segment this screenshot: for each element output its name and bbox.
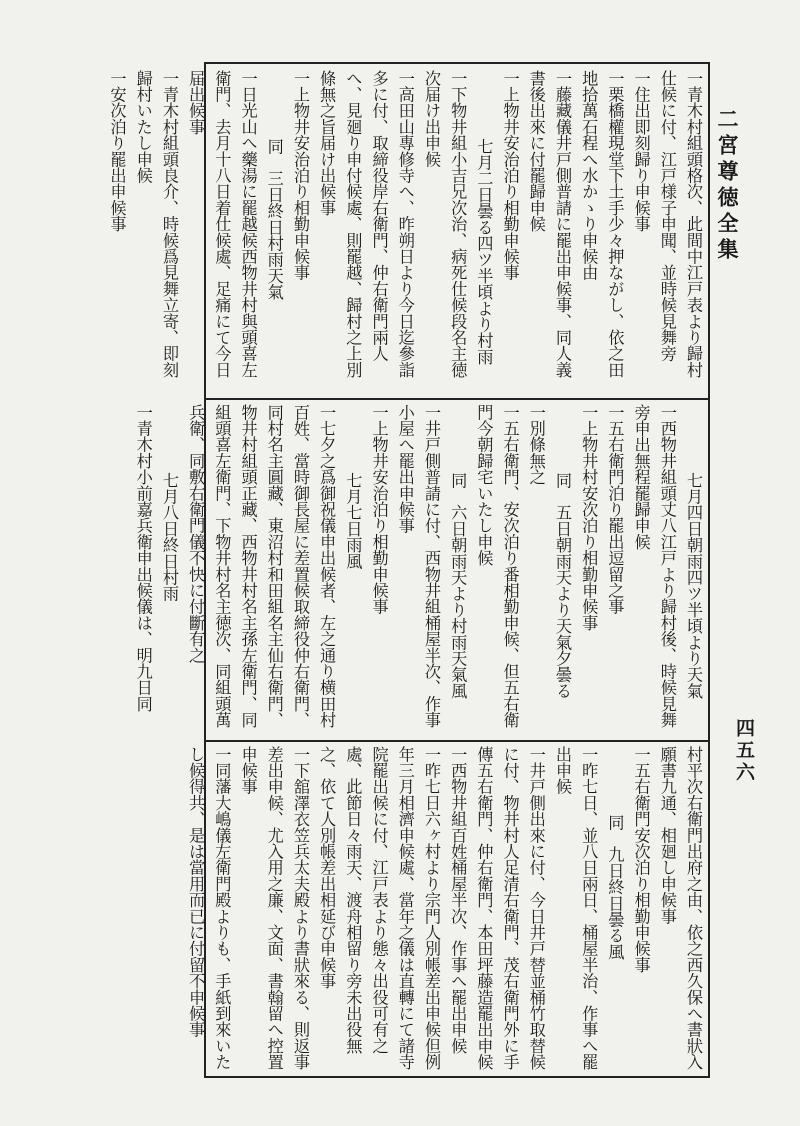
book-title: 二宮尊徳全集 xyxy=(715,108,740,264)
diary-entry: 一 下舘澤衣笠兵太夫殿より書狀來る、則返事差出申候、尤入用之廉、文面、書翰留へ控置申候事 xyxy=(234,746,313,1074)
date-line: 七月二日曇る四ツ半頃より村雨 xyxy=(474,138,494,365)
section-divider-2 xyxy=(206,740,708,742)
date-line: 同 九日終日曇る風 xyxy=(605,814,625,960)
page-number: 四五六 xyxy=(733,718,755,784)
diary-entry: 一 五右衛門安次泊り相勤申候事 xyxy=(627,746,653,1074)
diary-entry: 一 昨七日、並八日兩日、桶屋半治、作事へ罷出申候 xyxy=(549,746,601,1074)
date-line: 七月八日終日村雨 xyxy=(159,472,179,602)
diary-entry: 一 下物井組小吉兄次治、病死仕候段名主徳次届け出申候 xyxy=(418,70,470,392)
diary-entry: 一 高田山專修寺へ、昨朔日より今日迄參詣多に付、取締役岸右衛門、仲右衛門兩人へ、見廻り申付候處、則罷越、歸村之上別條無之旨届け出候事 xyxy=(313,70,418,392)
diary-entry: 一 安次泊り罷出申候事 xyxy=(103,70,129,392)
middle-section xyxy=(133,404,706,734)
top-section-text xyxy=(107,70,706,392)
section-divider-1 xyxy=(206,398,708,400)
date-line: 同 五日朝雨天より天氣夕曇る xyxy=(552,472,572,699)
diary-entry: 一 井戸側普請に付、西物井組桶屋半次、作事小屋へ罷出申候事 xyxy=(392,404,444,734)
diary-entry: 一 藤藏儀井戸側普請に罷出申候事、同人義書後出來に付罷歸申候 xyxy=(523,70,575,392)
diary-entry: 一 五右衛門泊り罷出逗留之事 xyxy=(601,404,627,734)
date-line: 同 三日終日村雨天氣 xyxy=(264,138,284,301)
middle-section-text xyxy=(133,404,706,734)
diary-entry: 一 西物井組百姓桶屋半次、作事へ罷出申候 xyxy=(444,746,470,1074)
text-frame xyxy=(107,62,710,1078)
diary-entry: 一 上物井安治泊り相勤申候事 xyxy=(365,404,391,734)
diary-entry: 一 上物井安治泊り相勤申候事 xyxy=(496,70,522,392)
bottom-section-text xyxy=(186,746,706,1074)
diary-entry: 一 住出即刻歸り申候事 xyxy=(627,70,653,392)
date-line: 七月七日雨風 xyxy=(343,472,363,570)
date-line: 同 六日朝雨天より村雨天氣風 xyxy=(448,472,468,699)
diary-entry: 一 上物井村安次泊り相勤申候事 xyxy=(575,404,601,734)
diary-entry: 一 昨七日六ヶ村より宗門人別帳差出申候但例年三月相濟申候處、當年之儀は直轉にて諸寺院罷出候に付、江戸表より態々出役可有之處、此節日々雨天、渡舟相留り旁未出役無之、依て人別帳差出相延び申候事 xyxy=(313,746,444,1074)
diary-entry: 一 日光山へ藥湯に罷越候西物井村與頭喜左衛門、去月十八日着仕候處、足痛にて今日届出候事 xyxy=(182,70,261,392)
diary-entry: 一 西物井組頭丈八江戸より歸村後、時候見舞旁申出無程罷歸申候 xyxy=(627,404,679,734)
diary-entry: 一 井戸側出來に付、今日井戸替並桶竹取替候に付、物井村人足清右衛門、茂右衛門外に手傳五右衛門、仲右衛門、本田坪藤造罷出申候 xyxy=(470,746,549,1074)
diary-entry: 一 七夕之爲御祝儀申出候者、左之通り横田村百姓、當時御長屋に差置候取締役仲右衛門、同村名主圓藏、東沼村和田組名主仙右衛門、物井村組頭正藏、西物井村名主孫左衛門、同組頭喜左衛門、下物井村名主徳次、同組頭萬兵衛、同敷右衛門儀不快に付斷有之 xyxy=(182,404,339,734)
bottom-section xyxy=(186,746,706,1074)
date-line: 七月四日朝雨四ツ半頃より天氣 xyxy=(684,472,703,699)
diary-entry: 一 同藩大嶋儀左衛門殿よりも、手紙到來いたし候得共、是は當用而已に付留不申候事 xyxy=(182,746,234,1074)
continued-entry: 村平次右衛門出府之由、依之西久保へ書狀入願書九通、相廻し申候事 xyxy=(657,746,703,1070)
diary-entry: 一 上物井安治泊り相勤申候事 xyxy=(287,70,313,392)
top-section xyxy=(107,70,706,392)
diary-entry: 一 青木村組頭格次、此間中江戸表より歸村仕候に付、江戸様子申聞、並時候見舞旁 xyxy=(654,70,706,392)
diary-entry: 一 別條無之 xyxy=(523,404,549,734)
diary-entry: 一 青木村組頭良介、時候爲見舞立寄、即刻歸村いたし申候 xyxy=(130,70,182,392)
diary-entry: 一 五右衛門、安次泊り番相勤申候、但五右衛門今朝歸宅いたし申候 xyxy=(470,404,522,734)
diary-entry: 一 栗橋權現堂下土手少々押ながし、依之田地拾萬石程へ水かゝり申候由 xyxy=(575,70,627,392)
diary-entry: 一 青木村小前嘉兵衛申出候儀は、明九日同 xyxy=(130,404,156,734)
